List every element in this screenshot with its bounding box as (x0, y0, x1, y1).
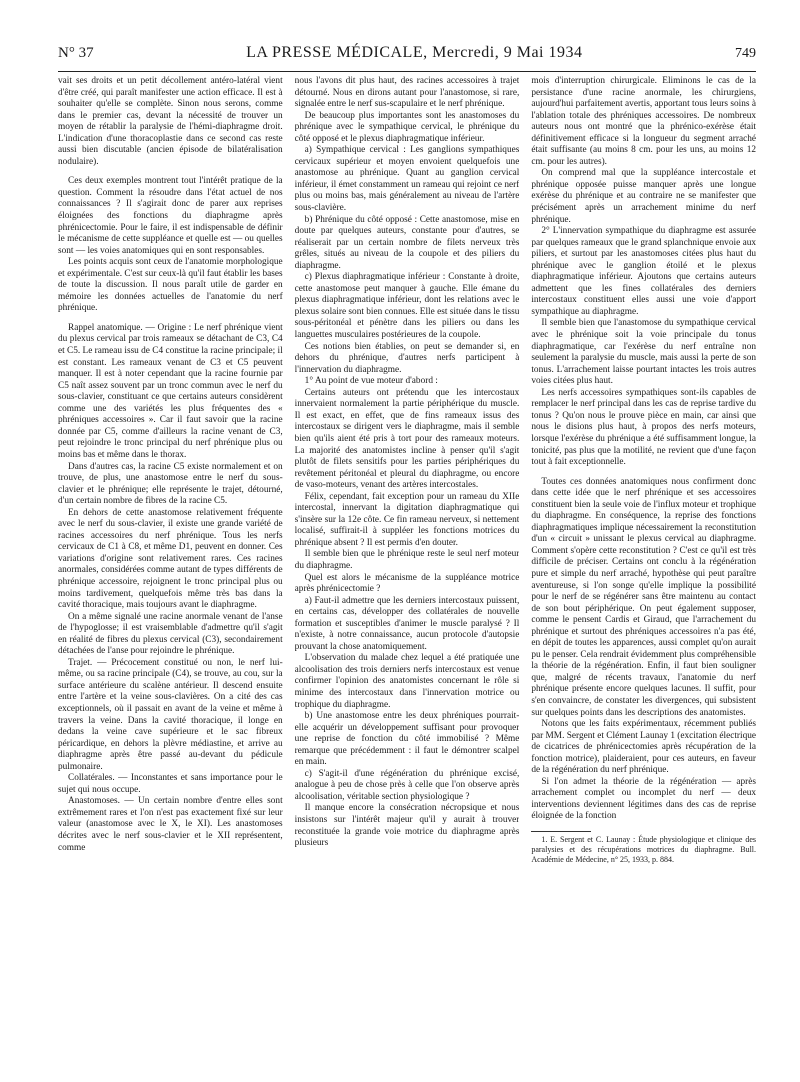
paragraph: Ces notions bien établies, on peut se demander si, en dehors du phrénique, d'autres nerfs participent à l'innervation du diaphragme. (294, 341, 520, 375)
paragraph: L'observation du malade chez lequel a été pratiquée une alcoolisation des trois derniers nerfs intercostaux est venue confirmer l'opinion des anatomistes concernant le rôle si minime des intercostaux dans l'innervation motrice ou trophique du diaphragme. (294, 653, 520, 710)
paragraph: nous l'avons dit plus haut, des racines accessoires à trajet détourné. Nous en dirons autant pour l'anastomose, si rare, signalée entre le nerf sus-scapulaire et le nerf phrénique. (294, 76, 520, 110)
page-number: 749 (734, 46, 756, 61)
paragraph: Anastomoses. — Un certain nombre d'entre elles sont extrêmement rares et l'on n'est pas exactement fixé sur leur valeur (anastomose avec le X, le XI). Les anastomoses décrites avec le nerf sous-clavier et le XII représentent, comme (58, 796, 283, 853)
paragraph: a) Faut-il admettre que les derniers intercostaux puissent, en certains cas, développer des collatérales de nouvelle formation et susceptibles d'animer le muscle paralysé ? Il n'existe, à notre connaissance, aucun protocole d'autopsie prouvant la chose anatomiquement. (294, 595, 520, 652)
paragraph: c) S'agit-il d'une régénération du phrénique excisé, analogue à peu de chose près à celle que l'on observe après alcoolisation, véritable section physiologique ? (294, 768, 520, 802)
paragraph: Dans d'autres cas, la racine C5 existe normalement et on trouve, de plus, une anastomose entre le nerf du sous-clavier et le phrénique; elle représente le trajet, détourné, d'un certain nombre de fibres de la racine C5. (58, 461, 283, 507)
footnote-rule (531, 831, 591, 832)
page-header (58, 44, 756, 72)
paragraph: Il semble bien que le phrénique reste le seul nerf moteur du diaphragme. (294, 549, 520, 571)
paragraph: Notons que les faits expérimentaux, récemment publiés par MM. Sergent et Clément Launay 1 (excitation électrique de cicatrices de phrénicectomies après récupération de la fonction motrice), plaideraient, pour ces auteurs, en faveur de la régénération du nerf phrénique. (531, 719, 757, 776)
paragraph: vait ses droits et un petit décollement antéro-latéral vient d'être créé, qui paraît manifester une action efficace. Il est à souhaiter qu'elle se complète. Sinon nous serons, comme dans le premier cas, devant la nécessité de trouver un moyen de rétablir la paralysie de l'hémi-diaphragme droit. L'indication d'une thoracoplastie dans ce second cas reste aussi bien discutable (ancien épisode de bilatéralisation nodulaire). (58, 76, 283, 167)
issue-number: N° 37 (58, 45, 94, 61)
paragraph: 2° L'innervation sympathique du diaphragme est assurée par quelques rameaux que le grand splanchnique envoie aux piliers, et surtout par les anastomoses citées plus haut du phrénique avec le ganglion étoilé et le plexus diaphragmatique inférieur. Ajoutons que certains auteurs admettent que les fines collatérales des derniers intercostaux constituent elles aussi une voie d'apport sympathique au diaphragme. (531, 226, 757, 317)
paragraph: On a même signalé une racine anormale venant de l'anse de l'hypoglosse; il est vraisemblable d'admettre qu'il s'agit en réalité de fibres du plexus cervical (C3), secondairement détachées de l'anse pour rejoindre le phrénique. (58, 611, 283, 657)
column-1 (58, 76, 283, 1066)
paragraph: Rappel anatomique. — Origine : Le nerf phrénique vient du plexus cervical par trois rameaux se détachant de C3, C4 et C5. Le rameau issu de C4 constitue la racine principale; il est constant. Les rameaux venant de C3 et C5 peuvent manquer. Il est à noter cependant que la racine fournie par C5 naît assez souvent par un tronc commun avec le nerf du sous-clavier, constituant ce que certains auteurs considèrent comme une des variétés les plus fréquentes des « phréniques accessoires ». Car il faut savoir que la racine donnée par C5, comme d'ailleurs la racine venant de C3, peut rejoindre le tronc principal du nerf phrénique plus ou moins bas et même dans le thorax. (58, 322, 283, 460)
paragraph: Si l'on admet la théorie de la régénération — après arrachement complet ou incomplet du nerf — deux interventions deviennent légitimes dans des cas de reprise éloignée de la fonction (531, 776, 757, 822)
paragraph: b) Phrénique du côté opposé : Cette anastomose, mise en doute par quelques auteurs, constante pour d'autres, se réaliserait par un certain nombre de filets nerveux très grêles, situés au niveau de la coupole et des piliers du diaphragme. (294, 214, 520, 271)
paragraph: Collatérales. — Inconstantes et sans importance pour le sujet qui nous occupe. (58, 773, 283, 795)
issue-date: Mercredi, 9 Mai 1934 (432, 44, 583, 61)
journal-title-line (246, 44, 582, 62)
paragraph: c) Plexus diaphragmatique inférieur : Constante à droite, cette anastomose peut manquer à gauche. Elle émane du plexus diaphragmatique inférieur, dont les relations avec le plexus solaire sont bien connues. Elle est située dans le tissu sous-péritonéal et pénètre dans les piliers ou dans les languettes musculaires postérieures de la coupole. (294, 272, 520, 341)
paragraph: Ces deux exemples montrent tout l'intérêt pratique de la question. Comment la résoudre dans l'état actuel de nos connaissances ? Il s'agirait donc de parer aux reprises éloignées des fonctions du diaphragme après phrénicectomie. Pour le faire, il est indispensable de définir le mécanisme de cette suppléance et quelle est — ou quelles sont — les voies anatomiques qui en sont responsables. (58, 176, 283, 256)
paragraph: b) Une anastomose entre les deux phréniques pourrait-elle acquérir un développement suffisant pour provoquer une reprise de fonction du côté immobilisé ? Même remarque que précédemment : il faut le démontrer scalpel en main. (294, 711, 520, 768)
paragraph: Toutes ces données anatomiques nous confirment donc dans cette idée que le nerf phrénique et ses accessoires constituent bien la seule voie de l'influx moteur et trophique du diaphragme. En conséquence, la reprise des fonctions diaphragmatiques implique nécessairement la reconstitution d'un « circuit » unissant le plexus cervical au diaphragme. Comment s'opère cette reconstitution ? C'est ce qu'il est très difficile de préciser. Certains ont conclu à la régénération pure et simple du nerf arraché, hypothèse qui peut paraître aventureuse, si l'on songe qu'elle implique la possibilité pour le nerf de se régénérer sans être maintenu au contact de son bout périphérique. On peut également supposer, comme le pensent Cardis et Giraud, que l'arrachement du phrénique et surtout des phréniques accessoires n'a pas été, en dépit de toutes les apparences, aussi complet qu'on aurait pu le penser. Cela rendrait évidemment plus compréhensible la théorie de la régénération. Enfin, il faut bien souligner que, malgré de récents travaux, l'anatomie du nerf phrénique présente encore quelques lacunes. Il suffit, pour s'en convaincre, de constater les divergences, qui subsistent sur quelques points dans les descriptions des anatomistes. (531, 476, 757, 718)
journal-title: LA PRESSE MÉDICALE, (246, 44, 428, 61)
column-3 (531, 76, 756, 1066)
paragraph: De beaucoup plus importantes sont les anastomoses du phrénique avec le sympathique cervical, le phrénique du côté opposé et le plexus diaphragmatique inférieur. (294, 110, 520, 144)
paragraph: Les points acquis sont ceux de l'anatomie morphologique et expérimentale. C'est sur ceux-là qu'il faut établir les bases de toute la discussion. Il nous paraît utile de garder en mémoire les données actuelles de l'anatomie du nerf phrénique. (58, 257, 283, 314)
paragraph: Certains auteurs ont prétendu que les intercostaux innervaient normalement la partie périphérique du muscle. Il est exact, en effet, que de fins rameaux issus des intercostaux se dirigent vers le diaphragme, mais il semble bien qu'ils aient été pris à tort pour des rameaux moteurs. La majorité des anatomistes incline à penser qu'il s'agit plutôt de filets sensitifs pour les parties périphériques du revêtement péritonéal et pleural du diaphragme, ou encore de vaso-moteurs, venant des artères intercostales. (294, 387, 520, 491)
paragraph: Il semble bien que l'anastomose du sympathique cervical avec le phrénique soit la voie principale du tonus diaphragmatique, car l'exérèse du nerf entraîne non seulement la paralysie du muscle, mais aussi la perte de son tonus. L'arrachement laisse pourtant intactes les trois autres voies citées plus haut. (531, 318, 757, 387)
paragraph: mois d'interruption chirurgicale. Éliminons le cas de la persistance d'une racine anormale, les chirurgiens, aujourd'hui parfaitement avertis, apportant tous leurs soins à l'ablation totale des phréniques accessoires. De nombreux auteurs nous ont montré que la phrénico-exérèse était définitivement efficace si la longueur du segment arraché était suffisante (au moins 8 cm. pour les uns, au moins 12 cm. pour les autres). (531, 76, 757, 167)
footnote: 1. E. Sergent et C. Launay : Étude physiologique et clinique des paralysies et des récupérations motrices du diaphragme. Bull. Académie de Médecine, n° 25, 1933, p. 884. (531, 835, 757, 864)
paragraph: Il manque encore la consécration nécropsique et nous insistons sur l'intérêt majeur qu'il y aurait à trouver reconstituée la grande voie motrice du diaphragme après plusieurs (294, 803, 520, 849)
paragraph: a) Sympathique cervical : Les ganglions sympathiques cervicaux supérieur et moyen envoient quelquefois une anastomose au phrénique. Quant au ganglion cervical inférieur, il émet constamment un rameau qui rejoint ce nerf plus ou moins bas, mais généralement au niveau de l'artère sous-clavière. (294, 145, 520, 214)
paragraph: On comprend mal que la suppléance intercostale et phrénique opposée puisse manquer après une longue exérèse du phrénique et au contraire ne se manifester que précisément après un arrachement minime du nerf phrénique. (531, 168, 757, 225)
paragraph: Les nerfs accessoires sympathiques sont-ils capables de remplacer le nerf principal dans les cas de reprise tardive du tonus ? Qu'on nous le prouve pièce en main, car ainsi que nous le disions plus haut, à propos des nerfs moteurs, lorsque l'exérèse du phrénique a été suffisamment longue, la tonicité, pas plus que la motilité, ne revient que d'une façon tout à fait exceptionnelle. (531, 387, 757, 468)
column-2 (295, 76, 520, 1066)
paragraph: Quel est alors le mécanisme de la suppléance motrice après phrénicectomie ? (294, 572, 520, 595)
paragraph: En dehors de cette anastomose relativement fréquente avec le nerf du sous-clavier, il existe une grande variété de racines accessoires du nerf phrénique. Tous les nerfs cervicaux de C1 à C8, et même D1, peuvent en donner. Ces variations d'origine sont relativement rares. Ces racines anormales, considérées comme autant de types différents de phrénique accessoire, rejoignent le tronc principal plus ou moins tardivement, quelquefois même très bas dans la cavité thoracique, mais toujours avant le diaphragme. (58, 507, 283, 611)
article-body (58, 76, 756, 1066)
paragraph: 1° Au point de vue moteur d'abord : (304, 376, 438, 387)
paragraph: Trajet. — Précocement constitué ou non, le nerf lui-même, ou sa racine principale (C4), se trouve, au cou, sur la surface antérieure du scalène antérieur. Il descend ensuite entre l'artère et la veine sous-clavières. On a cité des cas exceptionnels, où il passait en avant de la veine et même à travers la veine. Dans la cavité thoracique, il longe en dedans la veine cave supérieure et le sac fibreux péricardique, en dehors la plèvre médiastine, et arrive au diaphragme après être passé au-devant du pédicule pulmonaire. (58, 657, 283, 772)
paragraph: Félix, cependant, fait exception pour un rameau du XIIe intercostal, innervant la digitation diaphragmatique qui s'insère sur la 12e côte. Ce fin rameau nerveux, si nettement localisé, suffirait-il à suppléer les fonctions motrices du phrénique absent ? Il est permis d'en douter. (294, 491, 520, 548)
